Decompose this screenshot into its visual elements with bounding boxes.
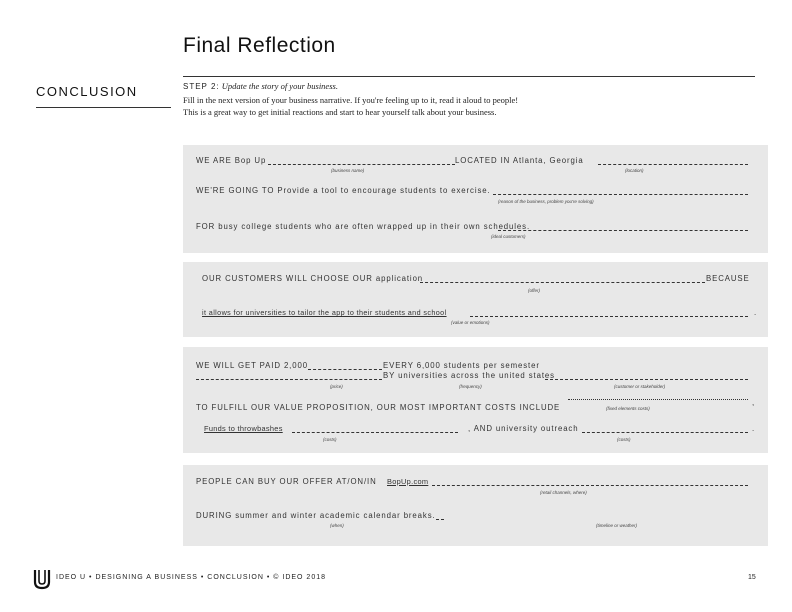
costs-caption: (costs) bbox=[323, 437, 337, 442]
timeline-caption: (timeline or weather) bbox=[596, 523, 638, 528]
because-text: BECAUSE bbox=[706, 274, 750, 283]
when-line bbox=[436, 519, 444, 520]
located-in-text: LOCATED IN Atlanta, Georgia bbox=[455, 156, 584, 165]
customers-line bbox=[498, 230, 748, 231]
reason-line bbox=[493, 194, 748, 195]
footer-text: IDEO U • DESIGNING A BUSINESS • CONCLUSION • © IDEO 2018 bbox=[56, 574, 327, 581]
customer-line bbox=[545, 379, 748, 380]
step-line-3: This is a great way to get initial reactions and start to hear yourself talk about your business. bbox=[183, 107, 497, 117]
going-to-text: WE'RE GOING TO Provide a tool to encourage students to exercise. bbox=[196, 186, 491, 195]
page-number: 15 bbox=[748, 574, 756, 581]
section-divider bbox=[36, 107, 171, 108]
costs-line-2 bbox=[582, 432, 748, 433]
ideal-customers-caption: (ideal customers) bbox=[491, 234, 526, 239]
we-are-text: WE ARE Bop Up bbox=[196, 156, 267, 165]
ideo-u-logo-icon bbox=[33, 568, 51, 590]
step-label: STEP 2: bbox=[183, 82, 220, 91]
when-caption: (when) bbox=[330, 523, 344, 528]
reason-caption: (reason of the business, problem you're solving) bbox=[498, 199, 594, 204]
costs-line bbox=[292, 432, 458, 433]
channel-line bbox=[432, 485, 748, 486]
costs-caption-2: (costs) bbox=[617, 437, 631, 442]
offer-line bbox=[420, 282, 705, 283]
and-outreach-text: , AND university outreach bbox=[468, 424, 579, 433]
step-line-2: Fill in the next version of your business narrative. If you're feeling up to it, read it aloud to people! bbox=[183, 94, 519, 105]
channel-caption: (retail channels, where) bbox=[540, 490, 587, 495]
title-divider bbox=[183, 76, 755, 77]
every-text: EVERY 6,000 students per semester bbox=[383, 361, 540, 370]
during-text: DURING summer and winter academic calendar breaks. bbox=[196, 511, 436, 520]
fixed-costs-caption: (fixed elements costs) bbox=[606, 406, 650, 411]
location-line bbox=[598, 164, 748, 165]
page-title: Final Reflection bbox=[183, 34, 336, 57]
for-text: FOR busy college students who are often wrapped up in their own schedules. bbox=[196, 222, 531, 231]
frequency-caption: (frequency) bbox=[459, 384, 482, 389]
offer-caption: (offer) bbox=[528, 288, 541, 293]
channel-text: BopUp.com bbox=[387, 477, 429, 486]
fixed-costs-line bbox=[568, 399, 748, 400]
value-text: it allows for universities to tailor the app to their students and school bbox=[202, 308, 447, 317]
customers-choose-text: OUR CUSTOMERS WILL CHOOSE OUR application bbox=[202, 274, 424, 283]
price-line-2 bbox=[196, 379, 382, 380]
step-instructions bbox=[183, 80, 518, 119]
step-title: Update the story of your business. bbox=[221, 81, 338, 91]
value-caption: (value or emotions) bbox=[451, 320, 490, 325]
value-line bbox=[470, 316, 748, 317]
costs-text: Funds to throwbashes bbox=[204, 424, 283, 433]
by-text: BY universities across the united states bbox=[383, 371, 555, 380]
price-caption: (price) bbox=[330, 384, 343, 389]
business-name-caption: (business name) bbox=[331, 168, 365, 173]
price-line bbox=[308, 369, 382, 370]
business-name-line bbox=[268, 164, 455, 165]
buy-offer-text: PEOPLE CAN BUY OUR OFFER AT/ON/IN bbox=[196, 477, 377, 486]
section-label: CONCLUSION bbox=[36, 84, 138, 99]
fulfill-text: TO FULFILL OUR VALUE PROPOSITION, OUR MOST IMPORTANT COSTS INCLUDE bbox=[196, 403, 561, 412]
location-caption: (location) bbox=[625, 168, 644, 173]
get-paid-text: WE WILL GET PAID 2,000 bbox=[196, 361, 308, 370]
customer-caption: (customer or stakeholder) bbox=[614, 384, 666, 389]
